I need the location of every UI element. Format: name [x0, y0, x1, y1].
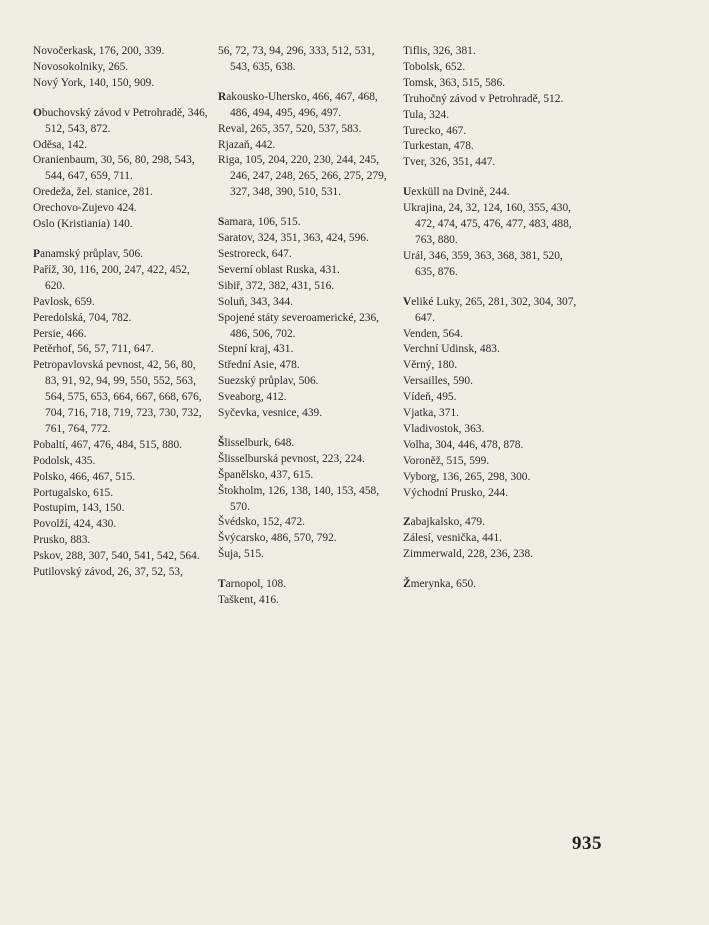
index-entry — [33, 311, 211, 327]
index-entry-text: Turkestan, 478. — [403, 140, 474, 153]
index-entry — [403, 358, 578, 374]
index-entry — [33, 501, 211, 517]
section-initial: T — [218, 578, 226, 591]
index-entry — [218, 515, 396, 531]
index-entry — [218, 406, 396, 422]
index-entry — [403, 249, 578, 281]
index-entry-text: Volha, 304, 446, 478, 878. — [403, 438, 524, 451]
index-entry-text: Novočerkask, 176, 200, 339. — [33, 45, 165, 57]
index-entry-text: Portugalsko, 615. — [33, 486, 114, 499]
index-entry-text: Vjatka, 371. — [403, 407, 459, 420]
index-column-2 — [218, 44, 396, 609]
index-entry-text: Tver, 326, 351, 447. — [403, 156, 496, 169]
index-entry — [33, 185, 211, 201]
index-entry — [33, 342, 211, 358]
index-entry — [33, 438, 211, 454]
index-entry-text: Saratov, 324, 351, 363, 424, 596. — [218, 232, 369, 245]
index-entry-text: Švédsko, 152, 472. — [218, 516, 306, 529]
index-entry-text: Oranienbaum, 30, 56, 80, 298, 543, 544, 647, 659, 711. — [33, 154, 195, 183]
index-entry — [403, 185, 578, 201]
index-entry-text: buchovský závod v Petrohradě, 346, 512, 543, 872. — [41, 106, 208, 135]
index-entry — [218, 452, 396, 468]
index-entry — [403, 547, 578, 563]
index-entry-text: Rjazaň, 442. — [218, 138, 276, 151]
index-entry-text: Povolží, 424, 430. — [33, 518, 117, 531]
index-entry-text: abajkalsko, 479. — [410, 516, 485, 529]
section-initial: R — [218, 90, 227, 103]
index-entry — [218, 122, 396, 138]
index-entry-text: Pavlosk, 659. — [33, 295, 95, 308]
index-entry — [33, 454, 211, 470]
section-gap — [218, 422, 396, 436]
index-entry-text: Vídeň, 495. — [403, 391, 457, 404]
index-entry — [218, 577, 396, 593]
index-column-1 — [33, 44, 211, 581]
index-entry — [403, 44, 578, 60]
index-entry — [218, 342, 396, 358]
index-entry-text: Truhočný závod v Petrohradě, 512. — [403, 92, 564, 105]
section-initial: P — [33, 247, 40, 260]
index-entry — [403, 327, 578, 343]
index-entry — [33, 138, 211, 154]
index-entry-text: Španělsko, 437, 615. — [218, 468, 314, 481]
index-entry — [218, 231, 396, 247]
index-entry-text: eliké Luky, 265, 281, 302, 304, 307, 647. — [411, 295, 577, 324]
index-entry — [33, 263, 211, 295]
section-gap — [403, 171, 578, 185]
index-entry-text: Ukrajina, 24, 32, 124, 160, 355, 430, 472, 474, 475, 476, 477, 483, 488, 763, 880. — [403, 202, 572, 246]
index-entry — [33, 76, 211, 92]
section-initial: O — [33, 106, 42, 119]
index-entry — [33, 470, 211, 486]
index-entry-text: Orechovo-Zujevo 424. — [33, 202, 137, 215]
index-entry-text: Suezský průplav, 506. — [218, 375, 319, 388]
index-entry — [403, 139, 578, 155]
index-entry-text: Prusko, 883. — [33, 534, 91, 547]
index-entry-text: Paříž, 30, 116, 200, 247, 422, 452, 620. — [33, 263, 190, 292]
index-entry-text: Taškent, 416. — [218, 594, 279, 607]
index-entry — [403, 201, 578, 249]
index-entry-text: exküll na Dvině, 244. — [411, 186, 510, 199]
index-entry-text: amara, 106, 515. — [224, 216, 301, 229]
section-gap — [218, 201, 396, 215]
index-entry — [403, 92, 578, 108]
index-entry-text: Novosokolniky, 265. — [33, 60, 129, 73]
index-entry — [403, 454, 578, 470]
index-entry-text: Verchní Udinsk, 483. — [403, 343, 500, 356]
index-entry — [33, 153, 211, 185]
index-entry — [33, 549, 211, 565]
index-entry-text: Oredeža, žel. stanice, 281. — [33, 186, 153, 199]
index-entry — [218, 215, 396, 231]
index-entry-text: 56, 72, 73, 94, 296, 333, 512, 531, 543, 635, 638. — [218, 45, 375, 73]
index-entry — [218, 468, 396, 484]
index-entry — [218, 153, 396, 201]
section-gap — [403, 501, 578, 515]
index-entry-text: Štokholm, 126, 138, 140, 153, 458, 570. — [218, 484, 380, 513]
index-entry — [218, 547, 396, 563]
index-entry — [218, 311, 396, 343]
index-entry — [218, 44, 396, 76]
index-entry-text: Venden, 564. — [403, 327, 463, 340]
index-entry — [403, 515, 578, 531]
index-entry — [403, 155, 578, 171]
index-entry — [218, 593, 396, 609]
index-entry — [33, 517, 211, 533]
index-entry — [403, 295, 578, 327]
section-initial: Z — [403, 516, 411, 529]
index-entry — [403, 76, 578, 92]
section-gap — [218, 563, 396, 577]
index-entry — [33, 201, 211, 217]
section-gap — [33, 233, 211, 247]
index-entry — [218, 436, 396, 452]
index-entry-text: Pobaltí, 467, 476, 484, 515, 880. — [33, 438, 183, 451]
index-entry-text: Urál, 346, 359, 363, 368, 381, 520, 635, 876. — [403, 249, 563, 278]
index-entry-text: Persie, 466. — [33, 327, 87, 340]
index-entry-text: Věrný, 180. — [403, 359, 458, 372]
index-entry-text: Tiflis, 326, 381. — [403, 45, 476, 57]
index-entry — [218, 263, 396, 279]
index-entry-text: Versailles, 590. — [403, 375, 473, 388]
section-gap — [218, 76, 396, 90]
index-entry-text: Šuja, 515. — [218, 548, 264, 561]
index-entry-text: Polsko, 466, 467, 515. — [33, 470, 136, 483]
index-entry — [33, 533, 211, 549]
index-entry — [403, 438, 578, 454]
index-entry-text: Šlisselburská pevnost, 223, 224. — [218, 452, 365, 465]
index-entry-text: Zimmerwald, 228, 236, 238. — [403, 548, 534, 561]
index-entry-text: Střední Asie, 478. — [218, 359, 300, 372]
index-entry-text: Petropavlovská pevnost, 42, 56, 80, 83, 91, 92, 94, 99, 550, 552, 563, 564, 575, 653, 664, 667, 668, 676, 704, 716, 718, 719, 723, 730, 732, 761, 764, 772. — [33, 359, 202, 435]
index-entry — [403, 577, 578, 593]
index-entry — [403, 342, 578, 358]
index-entry-text: anamský průplav, 506. — [39, 247, 143, 260]
index-entry-text: lisselburk, 648. — [224, 436, 295, 449]
index-entry — [403, 531, 578, 547]
index-entry-text: Sibiř, 372, 382, 431, 516. — [218, 279, 335, 292]
index-entry — [33, 217, 211, 233]
index-entry — [33, 486, 211, 502]
index-entry — [218, 138, 396, 154]
index-entry-text: akousko-Uhersko, 466, 467, 468, 486, 494, 495, 496, 497. — [226, 90, 378, 119]
index-entry-text: Soluň, 343, 344. — [218, 295, 293, 308]
index-entry-text: Zálesí, vesnička, 441. — [403, 532, 503, 545]
index-entry-text: Peredolská, 704, 782. — [33, 311, 132, 324]
index-entry-text: Tobolsk, 652. — [403, 60, 466, 73]
index-entry — [33, 247, 211, 263]
index-entry — [403, 390, 578, 406]
index-entry — [33, 565, 211, 581]
index-entry — [218, 374, 396, 390]
index-entry-text: Podolsk, 435. — [33, 454, 96, 467]
index-entry-text: merynka, 650. — [410, 578, 477, 591]
index-entry-text: Severní oblast Ruska, 431. — [218, 263, 340, 276]
index-entry-text: Sveaborg, 412. — [218, 391, 287, 404]
index-entry — [218, 279, 396, 295]
section-initial: V — [403, 295, 412, 308]
index-entry-text: Nový York, 140, 150, 909. — [33, 76, 155, 89]
index-entry-text: Riga, 105, 204, 220, 230, 244, 245, 246, 247, 248, 265, 266, 275, 279, 327, 348, 390, 510, 531. — [218, 154, 387, 199]
index-entry — [33, 60, 211, 76]
index-entry-text: Pskov, 288, 307, 540, 541, 542, 564. — [33, 550, 200, 563]
index-entry — [403, 486, 578, 502]
index-entry-text: Spojené státy severoamerické, 236, 486, 506, 702. — [218, 311, 379, 340]
index-entry-text: Reval, 265, 357, 520, 537, 583. — [218, 122, 362, 135]
index-entry — [33, 106, 211, 138]
index-entry — [33, 295, 211, 311]
section-initial: Ž — [403, 578, 411, 591]
index-entry-text: Tomsk, 363, 515, 586. — [403, 76, 506, 89]
section-gap — [33, 92, 211, 106]
section-initial: U — [403, 186, 412, 199]
index-entry-text: Voroněž, 515, 599. — [403, 454, 490, 467]
index-entry — [403, 108, 578, 124]
index-entry — [218, 90, 396, 122]
index-entry-text: Turecko, 467. — [403, 124, 467, 137]
section-initial: S — [218, 216, 225, 229]
index-entry-text: Oděsa, 142. — [33, 138, 88, 151]
index-entry-text: Sestroreck, 647. — [218, 247, 292, 260]
section-initial: Š — [218, 436, 225, 449]
index-entry-text: Východní Prusko, 244. — [403, 486, 509, 499]
section-gap — [403, 563, 578, 577]
index-entry-text: Postupim, 143, 150. — [33, 502, 125, 515]
index-column-3 — [403, 44, 578, 593]
index-entry-text: Putilovský závod, 26, 37, 52, 53, — [33, 566, 183, 579]
index-entry-text: Petěrhof, 56, 57, 711, 647. — [33, 343, 154, 356]
index-entry — [403, 470, 578, 486]
index-entry — [33, 44, 211, 60]
index-entry — [403, 406, 578, 422]
index-entry-text: Švýcarsko, 486, 570, 792. — [218, 532, 337, 545]
section-gap — [403, 281, 578, 295]
index-entry — [218, 531, 396, 547]
index-entry-text: Tula, 324. — [403, 108, 450, 121]
index-entry — [218, 295, 396, 311]
index-entry — [218, 247, 396, 263]
index-entry — [33, 327, 211, 343]
index-entry-text: Oslo (Kristiania) 140. — [33, 218, 133, 231]
index-entry — [403, 124, 578, 140]
index-entry-text: arnopol, 108. — [225, 578, 287, 591]
page-number: 935 — [572, 833, 602, 854]
index-entry-text: Syčevka, vesnice, 439. — [218, 407, 323, 420]
index-entry — [33, 358, 211, 438]
index-entry — [403, 422, 578, 438]
index-entry-text: Vyborg, 136, 265, 298, 300. — [403, 470, 531, 483]
index-entry — [403, 374, 578, 390]
index-entry — [218, 484, 396, 516]
index-entry-text: Stepní kraj, 431. — [218, 343, 294, 356]
index-entry — [218, 358, 396, 374]
index-entry — [403, 60, 578, 76]
index-entry-text: Vladivostok, 363. — [403, 422, 485, 435]
index-entry — [218, 390, 396, 406]
